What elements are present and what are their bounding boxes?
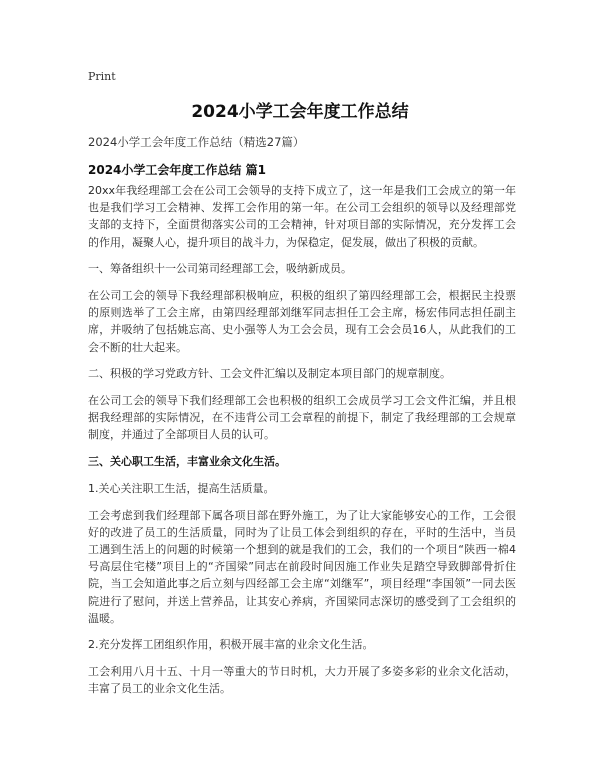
document-body [88,182,516,707]
heading-part-1: 一、筹备组织十一公司第司经理部工会，吸纳新成员。 [88,262,352,276]
paragraph-intro: 20xx年我经理部工会在公司工会领导的支持下成立了，这一年是我们工会成立的第一年也是我们学习工会精神、发挥工会作用的第一年。在公司工会组织的领导以及经理部党支部的支持下，全面贯彻落实公司的工会精神，针对项目部的实际情况，充分发挥工会的作用，凝聚人心，提升项目的战斗力，为保稳定，促发展，做出了积极的贡献。 [88,184,516,249]
paragraph-part-2: 在公司工会的领导下我们经理部工会也积极的组织工会成员学习工会文件汇编，并且根据我经理部的实际情况，在不违背公司工会章程的前提下，制定了我经理部的工会规章制度，并通过了全部项目人员的认可。 [88,394,516,442]
page-title: 2024小学工会年度工作总结 [191,102,409,122]
heading-part-2: 二、积极的学习党政方针、工会文件汇编以及制定本项目部门的规章制度。 [88,367,451,381]
section-heading: 2024小学工会年度工作总结 篇1 [88,163,266,177]
paragraph-3-1: 工会考虑到我们经理部下属各项目部在野外施工，为了让大家能够安心的工作，工会很好的改进了员工的生活质量，同时为了让员工体会到组织的存在，平时的生活中，当员工遇到生活上的问题的时候第一个想到的就是我们的工会，我们的一个项目“陕西一棉4号高层住宅楼”项目上的“齐国梁”同志在前段时间因施工作业失足踏空导致脚部骨折住院，当工会知道此事之后立刻与四经部工会主席“刘继军”，项目经理“李国领”一同去医院进行了慰问，并送上营养品，让其安心养病，齐国梁同志深切的感受到了工会组织的温暖。 [88,508,516,625]
paragraph-part-1: 在公司工会的领导下我经理部积极响应，积极的组织了第四经理部工会，根据民主投票的原则选举了工会主席，由第四经理部刘继军同志担任工会主席，杨宏伟同志担任副主席，并吸纳了包括姚忘高、史小强等人为工会会员，现有工会会员16人，从此我们的工会不断的壮大起来。 [88,289,516,354]
paragraph-3-2: 工会利用八月十五、十月一等重大的节日时机，大力开展了多姿多彩的业余文化活动，丰富了员工的业余文化生活。 [88,665,516,696]
print-label: Print [88,70,116,83]
heading-part-3: 三、关心职工生活，丰富业余文化生活。 [88,455,286,469]
document-subtitle: 2024小学工会年度工作总结（精选27篇） [88,135,305,149]
subheading-3-1: 1.关心关注职工生活，提高生活质量。 [88,481,275,495]
subheading-3-2: 2.充分发挥工团组织作用，积极开展丰富的业余文化生活。 [88,638,374,652]
